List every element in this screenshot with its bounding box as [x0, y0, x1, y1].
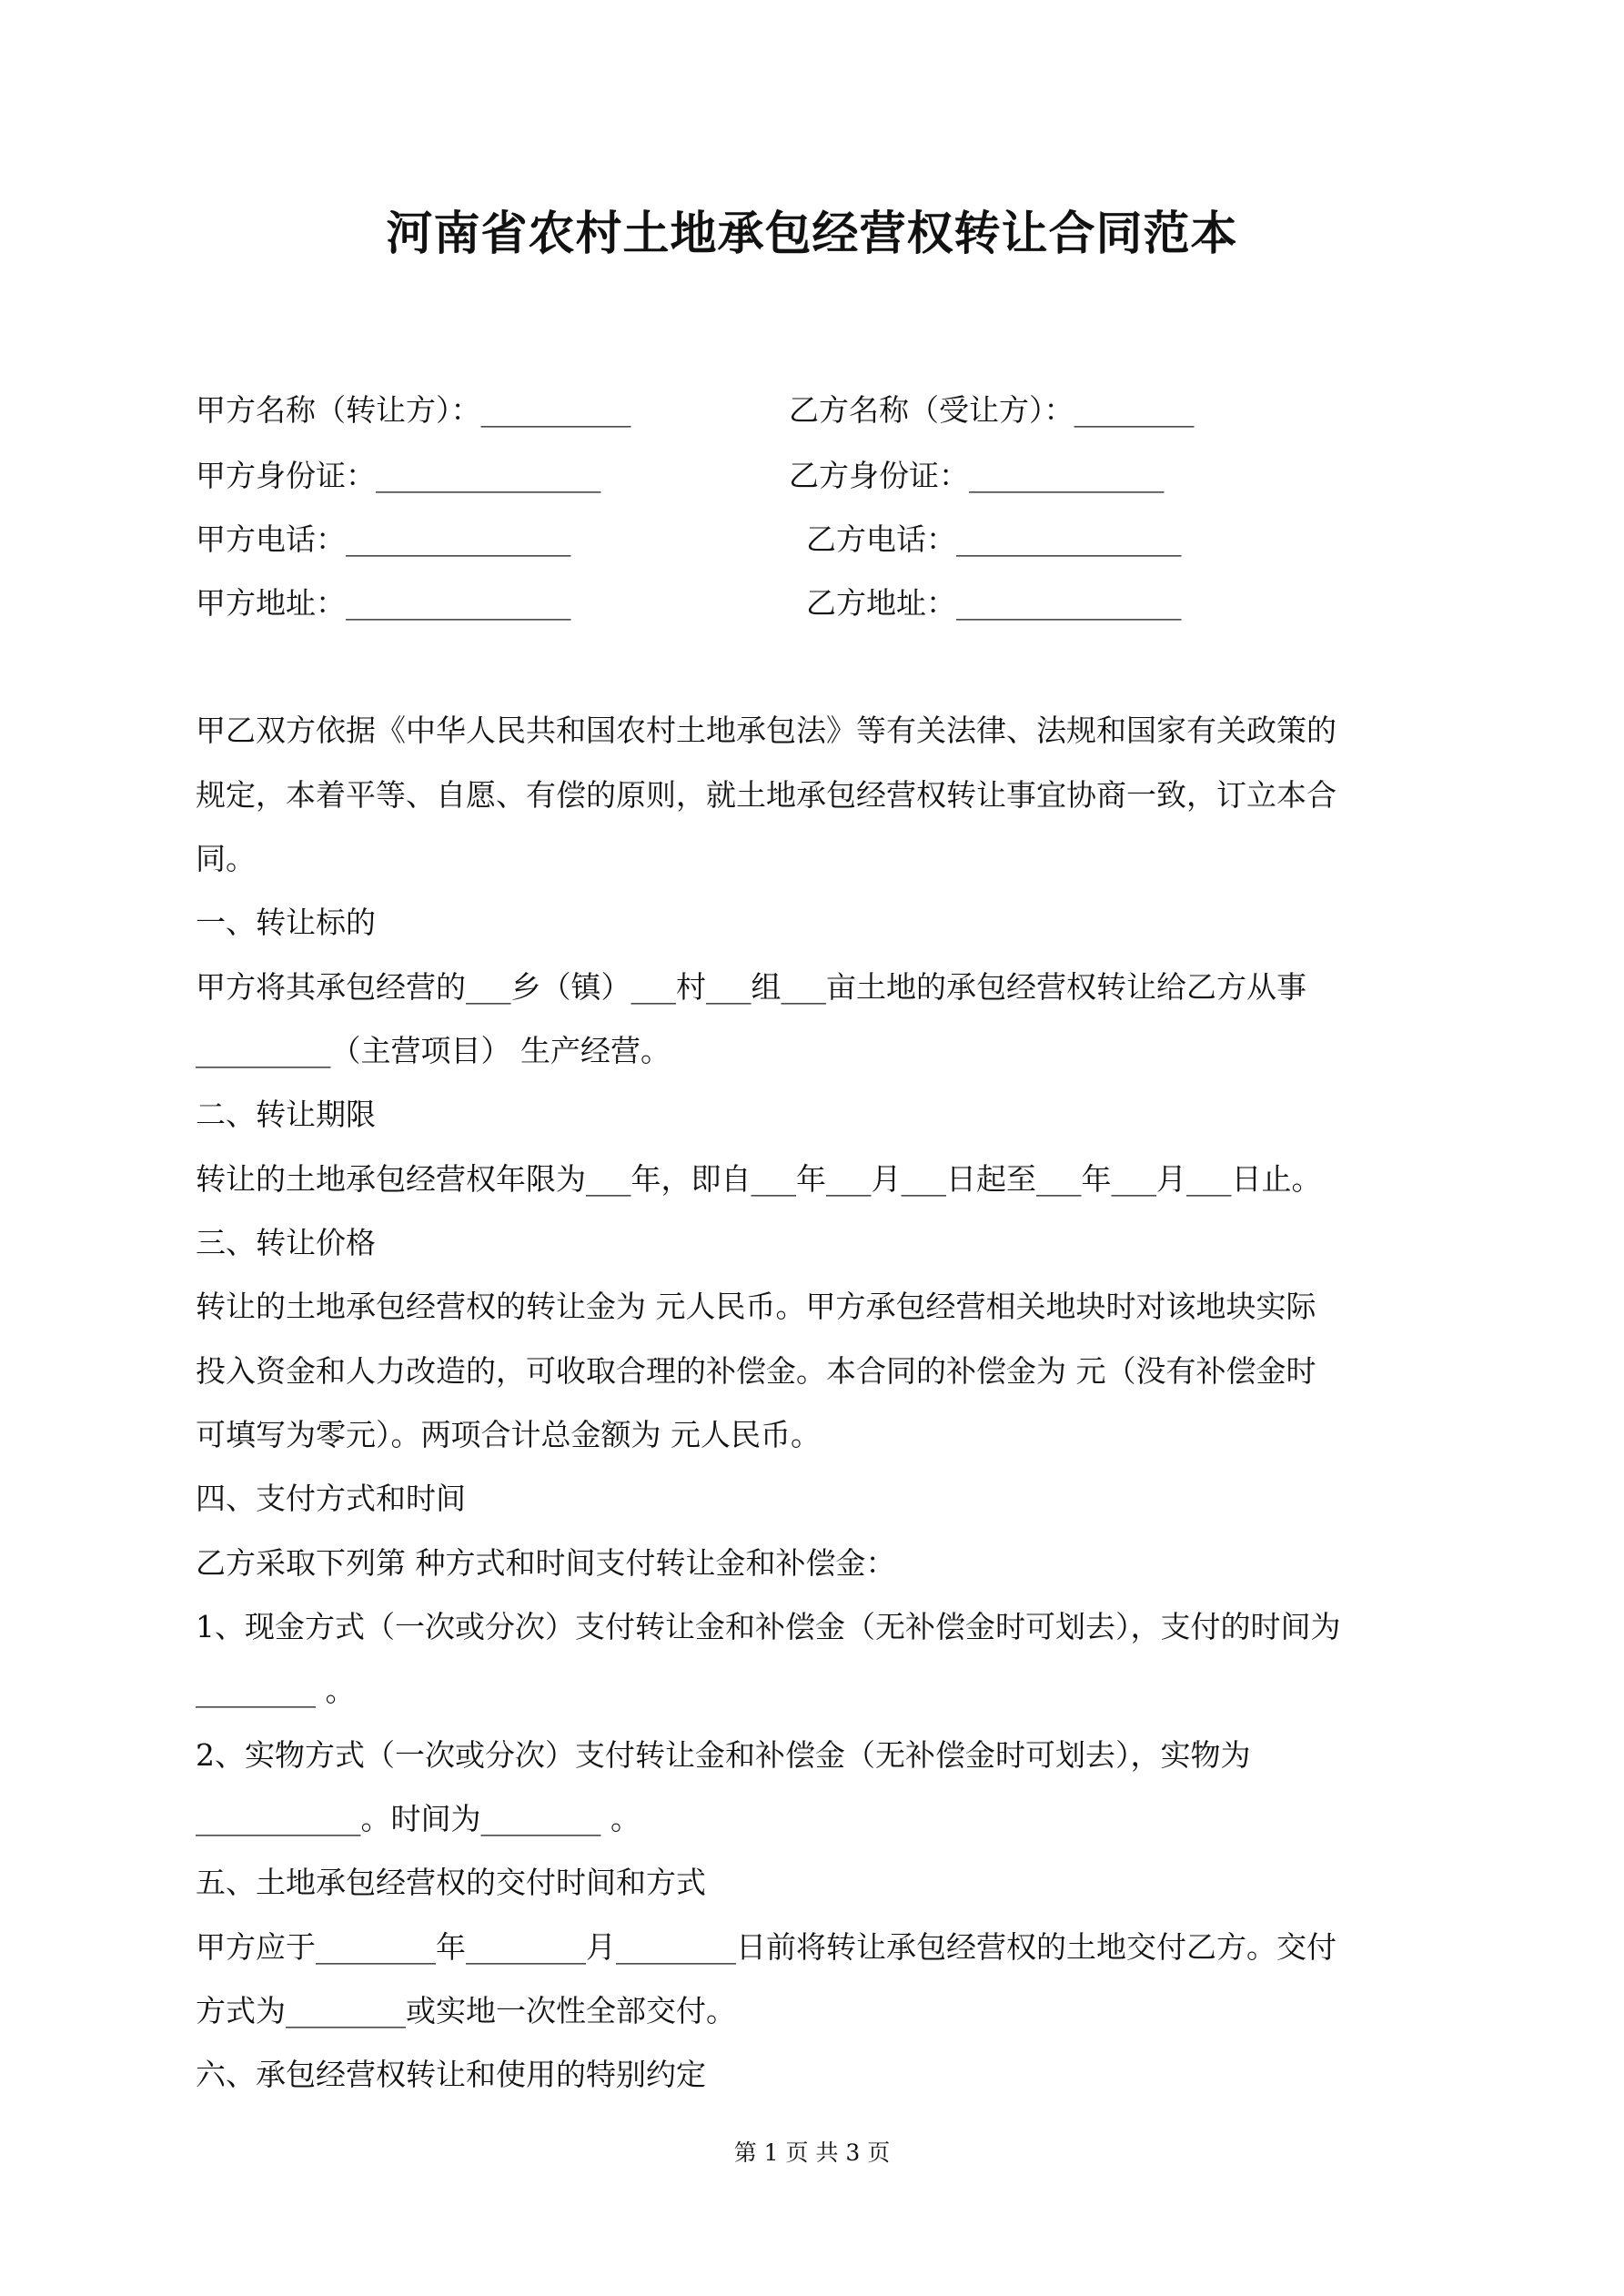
body-line: 1、现金方式（一次或分次）支付转让金和补偿金（无补偿金时可划去），支付的时间为 — [196, 1609, 1341, 1644]
body-line: ___________。时间为________ 。 — [196, 1801, 641, 1836]
party-a-name-field: 甲方名称（转让方）：__________ — [196, 392, 631, 428]
section-heading: 四、支付方式和时间 — [196, 1481, 466, 1516]
section-heading: 五、土地承包经营权的交付时间和方式 — [196, 1865, 706, 1900]
document-title: 河南省农村土地承包经营权转让合同范本 — [386, 207, 1238, 261]
body-line: 投入资金和人力改造的，可收取合理的补偿金。本合同的补偿金为 元（没有补偿金时 — [196, 1353, 1316, 1389]
body-line: _________（主营项目） 生产经营。 — [196, 1033, 671, 1068]
body-line: 甲乙双方依据《中华人民共和国农村土地承包法》等有关法律、法规和国家有关政策的 — [196, 713, 1337, 748]
section-heading: 二、转让期限 — [196, 1097, 376, 1132]
section-heading: 一、转让标的 — [196, 905, 376, 940]
body-line: 乙方采取下列第 种方式和时间支付转让金和补偿金： — [196, 1545, 896, 1581]
party-b-address-field: 乙方地址：_______________ — [806, 585, 1182, 621]
body-line: 2、实物方式（一次或分次）支付转让金和补偿金（无补偿金时可划去），实物为 — [196, 1737, 1251, 1773]
page-footer: 第 1 页 共 3 页 — [733, 2139, 891, 2166]
body-line: ________ 。 — [196, 1673, 356, 1708]
party-a-address-field: 甲方地址：_______________ — [196, 585, 571, 621]
party-a-id-field: 甲方身份证：_______________ — [196, 458, 601, 493]
body-line: 甲方应于________年________月________日前将转让承包经营权的土地交付乙方。交付 — [196, 1929, 1337, 1965]
body-line: 甲方将其承包经营的___乡（镇）___村___组___亩土地的承包经营权转让给乙方从事 — [196, 969, 1306, 1005]
party-b-phone-field: 乙方电话：_______________ — [806, 521, 1182, 557]
body-line: 转让的土地承包经营权的转让金为 元人民币。甲方承包经营相关地块时对该地块实际 — [196, 1289, 1316, 1324]
section-heading: 三、转让价格 — [196, 1225, 376, 1260]
body-line: 转让的土地承包经营权年限为___年，即自___年___月___日起至___年___月___日止。 — [196, 1161, 1322, 1197]
body-line: 可填写为零元）。两项合计总金额为 元人民币。 — [196, 1417, 821, 1452]
body-line: 同。 — [196, 841, 256, 876]
party-b-id-field: 乙方身份证：_____________ — [789, 458, 1165, 493]
section-heading: 六、承包经营权转让和使用的特别约定 — [196, 2057, 706, 2092]
party-b-name-field: 乙方名称（受让方）：________ — [789, 392, 1195, 428]
body-line: 规定，本着平等、自愿、有偿的原则，就土地承包经营权转让事宜协商一致，订立本合 — [196, 777, 1337, 813]
body-line: 方式为________或实地一次性全部交付。 — [196, 1993, 736, 2028]
party-a-phone-field: 甲方电话：_______________ — [196, 521, 571, 557]
